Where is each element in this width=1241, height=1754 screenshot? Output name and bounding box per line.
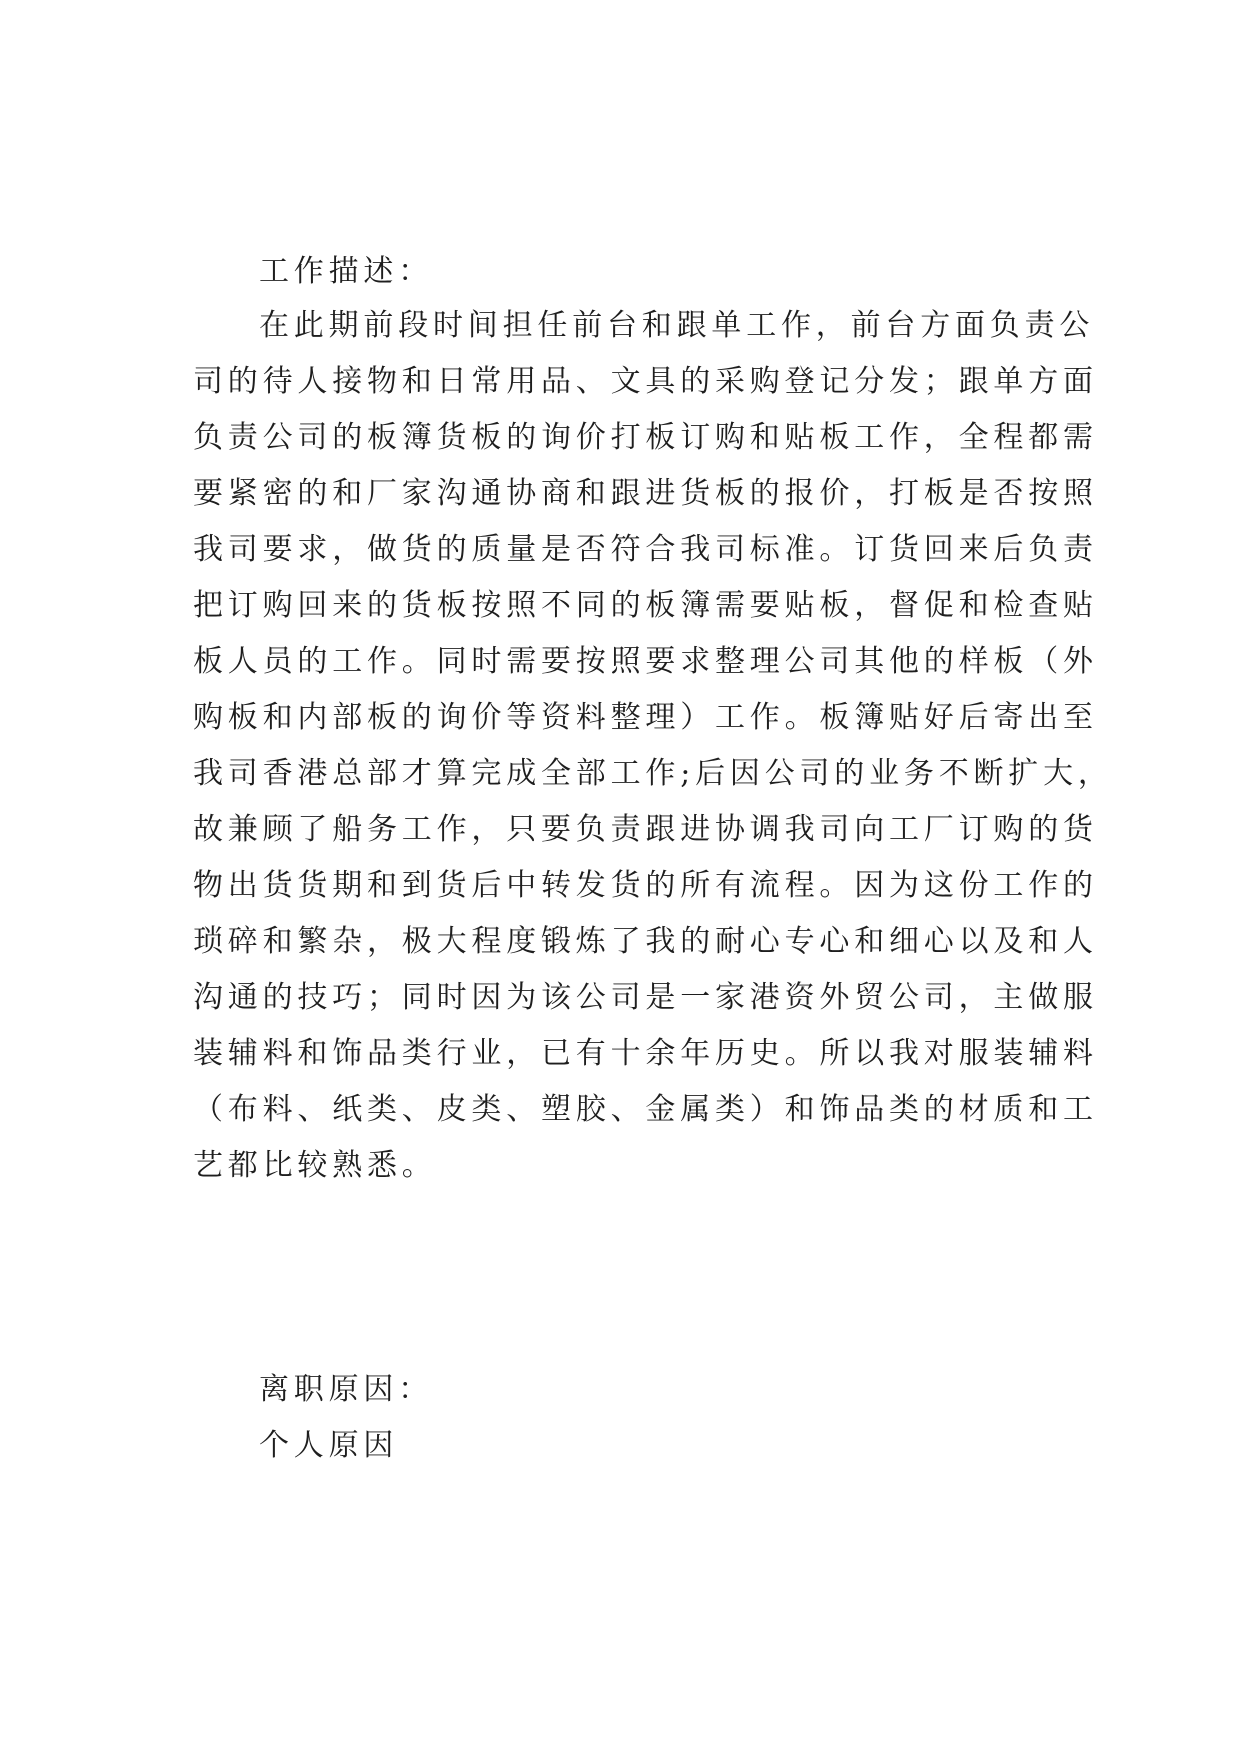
work-description-line-10: 故兼顾了船务工作，只要负责跟进协调我司向工厂订购的货 [193, 812, 1098, 847]
work-description-line-12: 琐碎和繁杂，极大程度锻炼了我的耐心专心和细心以及和人 [193, 924, 1098, 959]
work-description-line-9: 我司香港总部才算完成全部工作;后因公司的业务不断扩大， [193, 756, 1113, 791]
leaving-reason-heading: 离职原因： [259, 1372, 433, 1407]
work-description-heading: 工作描述： [259, 254, 433, 289]
work-description-line-1: 在此期前段时间担任前台和跟单工作，前台方面负责公 [259, 308, 1095, 343]
work-description-line-3: 负责公司的板簿货板的询价打板订购和贴板工作，全程都需 [193, 420, 1098, 455]
work-description-line-14: 装辅料和饰品类行业，已有十余年历史。所以我对服装辅料 [193, 1036, 1098, 1071]
work-description-line-13: 沟通的技巧；同时因为该公司是一家港资外贸公司，主做服 [193, 980, 1098, 1015]
work-description-line-11: 物出货货期和到货后中转发货的所有流程。因为这份工作的 [193, 868, 1098, 903]
leaving-reason-value: 个人原因 [259, 1428, 399, 1463]
work-description-line-7: 板人员的工作。同时需要按照要求整理公司其他的样板（外 [193, 644, 1098, 679]
work-description-line-15: （布料、纸类、皮类、塑胶、金属类）和饰品类的材质和工 [193, 1092, 1098, 1127]
work-description-line-4: 要紧密的和厂家沟通协商和跟进货板的报价，打板是否按照 [193, 476, 1098, 511]
work-description-line-6: 把订购回来的货板按照不同的板簿需要贴板，督促和检查贴 [193, 588, 1098, 623]
work-description-line-8: 购板和内部板的询价等资料整理）工作。板簿贴好后寄出至 [193, 700, 1098, 735]
work-description-line-16: 艺都比较熟悉。 [193, 1148, 437, 1183]
work-description-line-5: 我司要求，做货的质量是否符合我司标准。订货回来后负责 [193, 532, 1098, 567]
work-description-line-2: 司的待人接物和日常用品、文具的采购登记分发；跟单方面 [193, 364, 1098, 399]
